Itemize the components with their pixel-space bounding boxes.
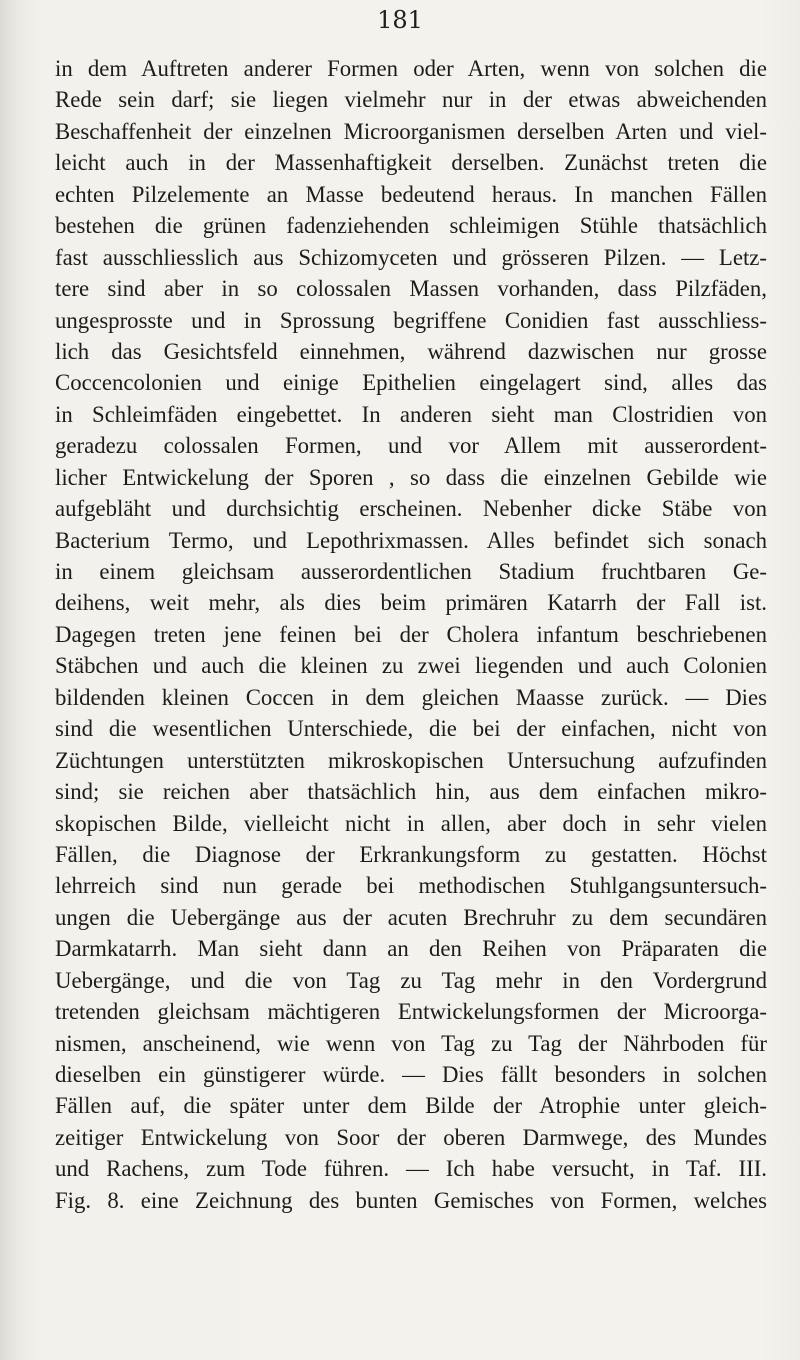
text-line: ungen die Uebergänge aus der acuten Brechruhr zu dem secundären xyxy=(55,904,767,930)
text-line: dieselben ein günstigerer würde. — Dies fällt besonders in solchen xyxy=(55,1062,767,1087)
text-line: bildenden kleinen Coccen in dem gleichen Maasse zurück. — Dies xyxy=(55,684,767,710)
text-line: Uebergänge, und die von Tag zu Tag mehr in den Vordergrund xyxy=(55,967,767,993)
text-line: nismen, anscheinend, wie wenn von Tag zu Tag der Nährboden für xyxy=(55,1030,767,1056)
text-line: sind die wesentlichen Unterschiede, die bei der einfachen, nicht von xyxy=(55,716,767,742)
text-line: Dagegen treten jene feinen bei der Cholera infantum beschriebenen xyxy=(55,621,767,647)
text-line: tretenden gleichsam mächtigeren Entwickelungsformen der Microorga- xyxy=(55,999,767,1025)
text-line: geradezu colossalen Formen, und vor Allem mit ausserordent- xyxy=(55,433,767,459)
text-line: Fig. 8. eine Zeichnung des bunten Gemisches von Formen, welches xyxy=(55,1187,767,1213)
text-line: Bacterium Termo, und Lepothrixmassen. Alles befindet sich sonach xyxy=(55,527,767,553)
text-line: zeitiger Entwickelung von Soor der oberen Darmwege, des Mundes xyxy=(55,1124,767,1150)
text-line: leicht auch in der Massenhaftigkeit derselben. Zunächst treten die xyxy=(55,150,767,176)
text-line: Rede sein darf; sie liegen vielmehr nur in der etwas abweichenden xyxy=(55,87,767,113)
text-line: fast ausschliesslich aus Schizomyceten und grösseren Pilzen. — Letz- xyxy=(55,244,767,270)
text-line: Züchtungen unterstützten mikroskopischen Untersuchung aufzufinden xyxy=(55,747,767,773)
text-line: skopischen Bilde, vielleicht nicht in allen, aber doch in sehr vielen xyxy=(55,810,767,836)
text-line: in Schleimfäden eingebettet. In anderen sieht man Clostridien von xyxy=(55,401,767,427)
text-line: Beschaffenheit der einzelnen Microorganismen derselben Arten und viel- xyxy=(55,118,767,144)
page-number: 181 xyxy=(377,6,423,34)
text-line: tere sind aber in so colossalen Massen vorhanden, dass Pilzfäden, xyxy=(55,276,767,302)
body-text xyxy=(55,53,767,1216)
text-line: licher Entwickelung der Sporen , so dass die einzelnen Gebilde wie xyxy=(55,464,767,490)
text-line: und Rachens, zum Tode führen. — Ich habe versucht, in Taf. III. xyxy=(55,1156,767,1182)
text-line: Fällen auf, die später unter dem Bilde der Atrophie unter gleich- xyxy=(55,1093,767,1119)
text-line: deihens, weit mehr, als dies beim primären Katarrh der Fall ist. xyxy=(55,590,767,616)
text-line: Darmkatarrh. Man sieht dann an den Reihen von Präparaten die xyxy=(55,936,767,962)
text-line: lich das Gesichtsfeld einnehmen, während dazwischen nur grosse xyxy=(55,338,767,364)
text-line: aufgebläht und durchsichtig erscheinen. Nebenher dicke Stäbe von xyxy=(55,496,767,522)
text-line: Fällen, die Diagnose der Erkrankungsform zu gestatten. Höchst xyxy=(55,841,767,867)
text-line: in dem Auftreten anderer Formen oder Arten, wenn von solchen die xyxy=(55,56,767,81)
text-line: Stäbchen und auch die kleinen zu zwei liegenden und auch Colonien xyxy=(55,653,767,679)
text-line: bestehen die grünen fadenziehenden schleimigen Stühle thatsächlich xyxy=(55,213,767,239)
text-line: ungesprosste und in Sprossung begriffene Conidien fast ausschliess- xyxy=(55,307,767,333)
text-line: sind; sie reichen aber thatsächlich hin, aus dem einfachen mikro- xyxy=(55,779,767,805)
text-line: in einem gleichsam ausserordentlichen Stadium fruchtbaren Ge- xyxy=(55,559,767,584)
text-line: echten Pilzelemente an Masse bedeutend heraus. In manchen Fällen xyxy=(55,181,767,207)
text-line: lehrreich sind nun gerade bei methodischen Stuhlgangsuntersuch- xyxy=(55,873,767,899)
text-line: Coccencolonien und einige Epithelien eingelagert sind, alles das xyxy=(55,370,767,396)
